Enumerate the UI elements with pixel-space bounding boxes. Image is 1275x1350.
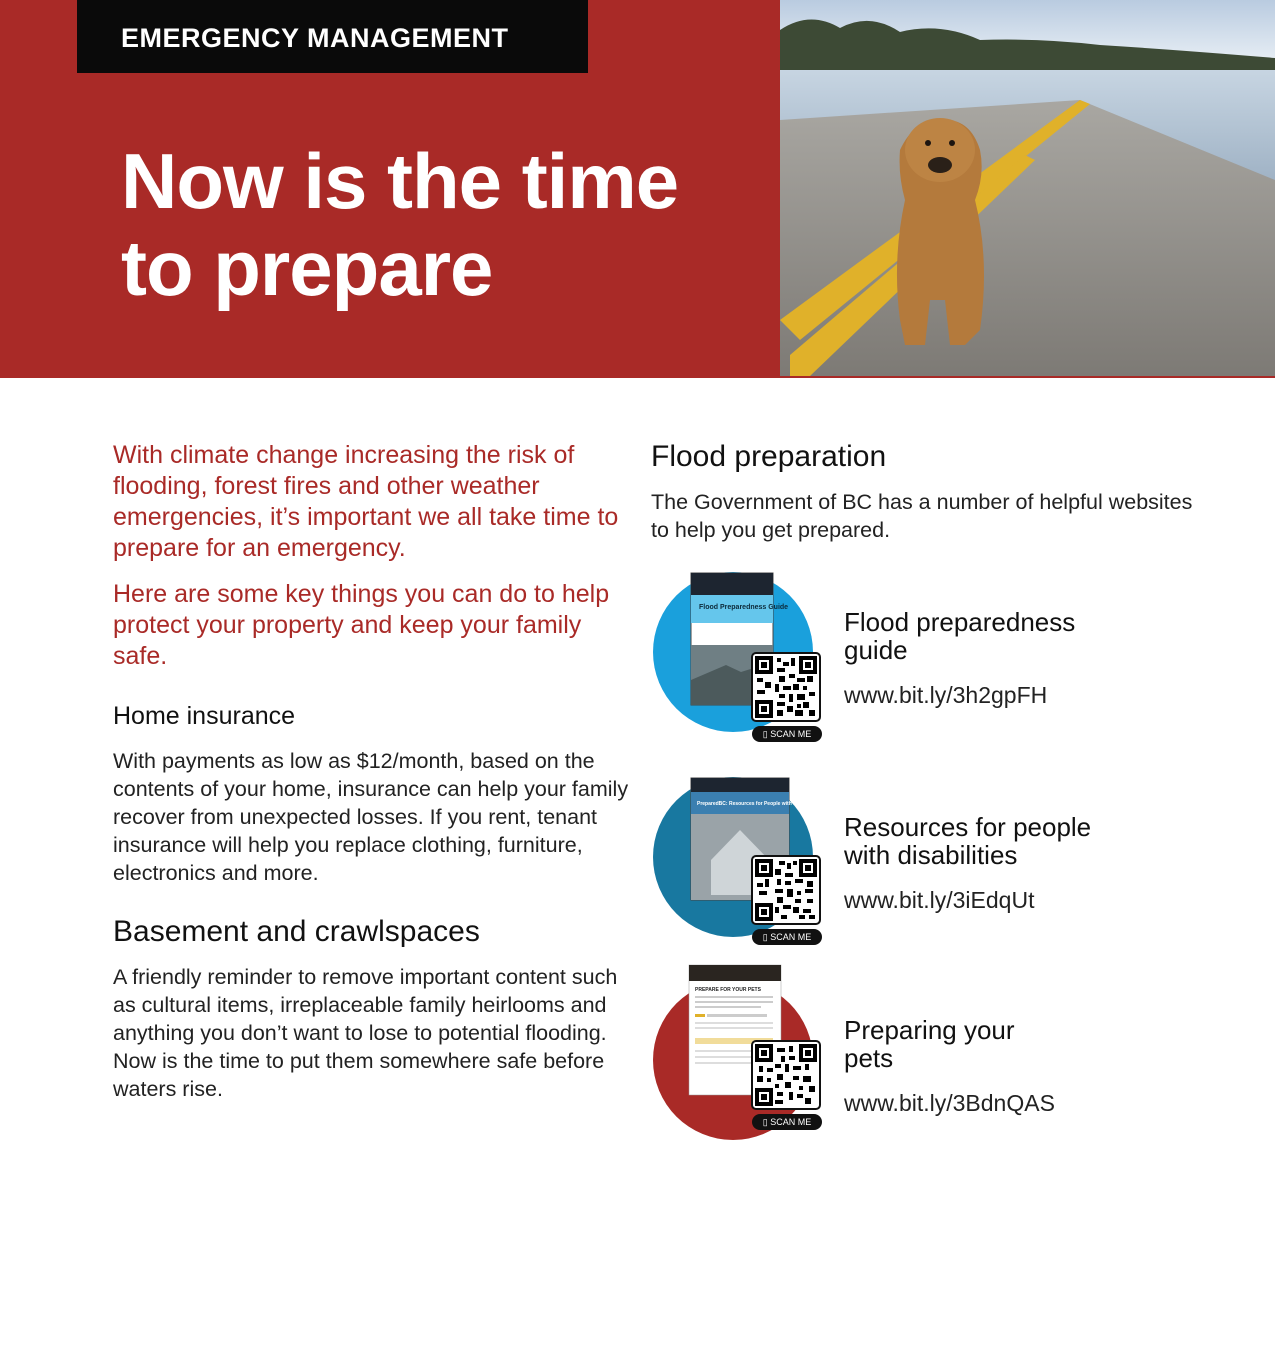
resource-disabilities xyxy=(651,775,1211,955)
scan-me-badge: ▯ SCAN ME xyxy=(752,929,822,945)
left-column xyxy=(113,440,633,1103)
basement-body: A friendly reminder to remove important content such as cultural items, irreplaceable family heirlooms and anything you don’t want to lose to potential flooding. Now is the time to put them somewhere safe before waters rise. xyxy=(113,965,618,1101)
flooded-road-dog-photo xyxy=(780,0,1275,376)
qr-code[interactable] xyxy=(751,652,821,722)
resource-title: Resources for people with disabilities xyxy=(844,812,1092,870)
resource-pets xyxy=(651,962,1211,1142)
scan-me-badge: ▯ SCAN ME xyxy=(752,1114,822,1130)
phone-icon: ▯ xyxy=(762,932,768,942)
key-things-paragraph: Here are some key things you can do to help protect your property and keep your family safe. xyxy=(113,580,610,670)
phone-icon: ▯ xyxy=(762,1117,768,1127)
qr-code[interactable] xyxy=(751,855,821,925)
home-insurance-body: With payments as low as $12/month, based on the contents of your home, insurance can help your family recover from unexpected losses. If you rent, tenant insurance will help you replace clothing, furniture, electronics and more. xyxy=(113,749,629,885)
disabilities-cover-image xyxy=(651,775,831,955)
resource-flood-guide xyxy=(651,570,1211,750)
resource-title: Flood preparedness guide xyxy=(844,607,1076,665)
pets-cover-image xyxy=(651,962,831,1142)
resource-link[interactable]: www.bit.ly/3BdnQAS xyxy=(844,1090,1055,1116)
cover-title-text: PreparedBC: Resources for People with Disabilities xyxy=(697,801,820,807)
resource-link[interactable]: www.bit.ly/3h2gpFH xyxy=(844,682,1048,708)
cover-title-text: Flood Preparedness Guide xyxy=(699,604,789,611)
basement-title: Basement and crawlspaces xyxy=(113,915,480,948)
flood-preparation-intro: The Government of BC has a number of helpful websites to help you get prepared. xyxy=(651,490,1193,542)
home-insurance-title: Home insurance xyxy=(113,702,296,730)
phone-icon: ▯ xyxy=(762,729,768,739)
scan-me-badge: ▯ SCAN ME xyxy=(752,726,822,742)
flood-preparation-title: Flood preparation xyxy=(651,440,887,473)
resource-title: Preparing your pets xyxy=(844,1015,1015,1073)
page-headline: Now is the time to prepare xyxy=(121,137,679,312)
department-label: EMERGENCY MANAGEMENT xyxy=(77,0,588,73)
resource-link[interactable]: www.bit.ly/3iEdqUt xyxy=(844,887,1035,913)
qr-code[interactable] xyxy=(751,1040,821,1110)
cover-title-text: PREPARE FOR YOUR PETS xyxy=(695,987,761,993)
right-column xyxy=(651,440,1211,544)
intro-paragraph: With climate change increasing the risk of flooding, forest fires and other weather emergencies, it’s important we all take time to prepare for an emergency. xyxy=(113,441,619,562)
flood-guide-cover-image xyxy=(651,570,831,750)
